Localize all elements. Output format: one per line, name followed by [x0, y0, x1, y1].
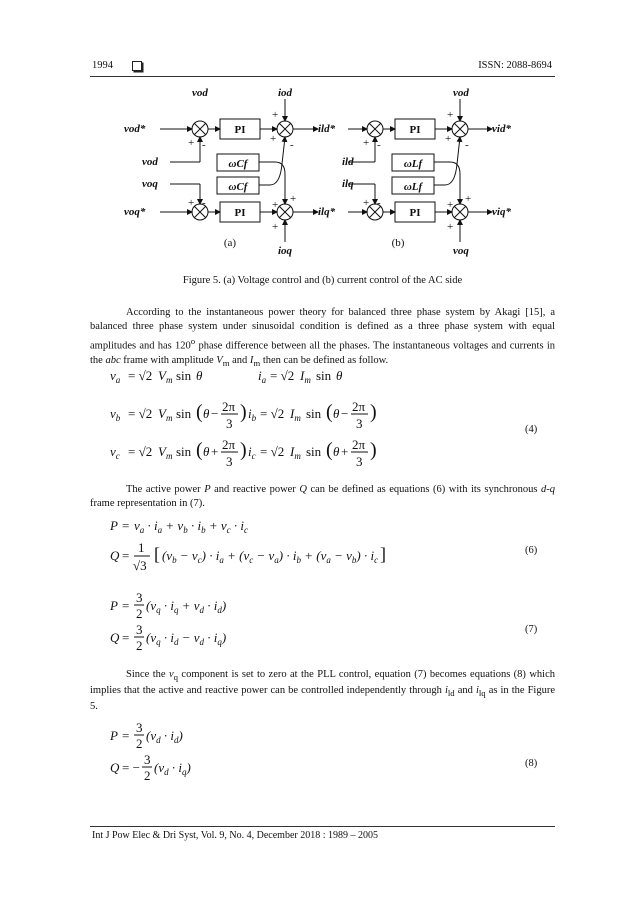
- svg-text:+: +: [290, 193, 297, 205]
- label-a-ilq-out: ilq*: [318, 206, 336, 218]
- svg-text:[: [: [154, 544, 160, 564]
- svg-text:(vq · iq + vd · id): $(v_q \cdot i_q + v_d \cdot i_d)$: [146, 598, 227, 615]
- svg-text:−: −: [341, 406, 349, 421]
- svg-text:+: +: [341, 444, 349, 459]
- page-footer: Int J Pow Elec & Dri Syst, Vol. 9, No. 4, December 2018 : 1989 – 2005: [92, 830, 379, 841]
- svg-text:Im: $I_m$: [300, 368, 311, 385]
- eq-number-6: (6): [525, 545, 538, 556]
- pi-a-top-label: PI: [234, 124, 246, 136]
- svg-text:3: 3: [136, 590, 143, 605]
- panel-b-label: (b): [391, 237, 405, 249]
- svg-text:Im: $I_m$: [290, 406, 301, 423]
- svg-text:]: ]: [380, 544, 386, 564]
- figure-5-diagram: [120, 84, 530, 264]
- svg-text:(: (: [196, 401, 203, 423]
- label-b-ilq: ilq: [342, 178, 354, 190]
- svg-text:2π: 2π: [352, 437, 366, 452]
- label-b-ild: ild: [342, 156, 354, 168]
- figure-caption: Figure 5. (a) Voltage control and (b) current control of the AC side: [182, 275, 463, 286]
- wcf-2-label: ωCf: [228, 181, 248, 193]
- svg-text:-: -: [465, 139, 469, 151]
- svg-text:+: +: [211, 444, 219, 459]
- svg-text:2π: 2π: [352, 399, 366, 414]
- svg-text:= √2: = √2: [260, 444, 285, 459]
- svg-text:ic: $i_c$: [248, 444, 256, 461]
- svg-text:3: 3: [226, 454, 233, 469]
- label-a-voq-fb: voq: [142, 178, 158, 190]
- svg-text:θ: θ: [196, 368, 203, 383]
- svg-text:(: (: [326, 401, 333, 423]
- svg-text:√3: √3: [133, 558, 147, 573]
- wlf-1-label: ωLf: [403, 158, 423, 170]
- eq-number-7: (7): [525, 624, 538, 635]
- svg-text:= √2: = √2: [270, 368, 295, 383]
- issn: ISSN: 2088-8694: [478, 60, 552, 71]
- svg-text:ia: $i_a$: [258, 368, 267, 385]
- svg-text:3: 3: [136, 622, 143, 637]
- svg-text:θ: θ: [203, 406, 210, 421]
- svg-text:va: $v_a$: [110, 368, 121, 385]
- label-a-vod-ref: vod*: [124, 123, 146, 135]
- svg-text:2: 2: [136, 638, 143, 652]
- svg-text:Vm: $V_m$: [158, 368, 173, 385]
- svg-text:+: +: [363, 137, 370, 149]
- wcf-1-label: ωCf: [228, 158, 248, 170]
- svg-text:(vd · iq): $(v_d \cdot i_q)$: [154, 760, 191, 777]
- svg-text:vc: $v_c$: [110, 444, 120, 461]
- svg-text:): ): [240, 439, 247, 461]
- equation-7: [110, 590, 370, 652]
- eq-number-8: (8): [525, 758, 538, 769]
- panel-a-label: (a): [223, 237, 237, 249]
- equation-4: [110, 362, 410, 470]
- label-a-ioq: ioq: [278, 245, 293, 257]
- svg-text:= √2: = √2: [260, 406, 285, 421]
- svg-text:=: =: [122, 598, 130, 613]
- svg-text:2: 2: [144, 768, 151, 782]
- svg-text:Q: Q: [110, 630, 120, 645]
- svg-text:Q: Q: [110, 760, 120, 775]
- paragraph-1: According to the instantaneous power theory for balanced three phase system by Akagi [15], a balanced three phase system under sinusoidal condition is defined as a three phase system with equal amplitudes and has 120$^o$ phase difference between all the phases. The instantaneous voltages and currents in the abc frame with amplitude $V_m$ and $I_m$ then can be defined as follow.: [90, 307, 555, 368]
- svg-text:=: =: [122, 518, 130, 533]
- svg-text:+: +: [447, 221, 454, 233]
- svg-text:2π: 2π: [222, 437, 236, 452]
- svg-text:va · ia + vb · ib + vc · ic: $v_a \cdot i_a + v_b \cdot i_b + v_c \cdot i_c$: [134, 518, 248, 535]
- svg-text:−: −: [211, 406, 219, 421]
- svg-text:+: +: [270, 133, 277, 145]
- svg-text:=: =: [122, 728, 130, 743]
- paragraph-2: The active power P and reactive power Q can be defined as equations (6) with its synchronous d-q frame representation in (7).: [90, 484, 556, 509]
- svg-text:Q: Q: [110, 548, 120, 563]
- svg-text:=: =: [122, 630, 130, 645]
- header-rule: [90, 76, 555, 77]
- svg-text:sin: sin: [316, 368, 332, 383]
- equation-6: [110, 514, 490, 574]
- svg-text:θ: θ: [203, 444, 210, 459]
- svg-text:(: (: [196, 439, 203, 461]
- svg-text:-: -: [377, 139, 381, 151]
- svg-text:3: 3: [226, 416, 233, 431]
- svg-text:): ): [240, 401, 247, 423]
- svg-text:Im: $I_m$: [290, 444, 301, 461]
- svg-text:θ: θ: [333, 406, 340, 421]
- svg-text:-: -: [290, 139, 294, 151]
- label-b-viq-out: viq*: [492, 206, 511, 218]
- svg-text:): ): [370, 401, 377, 423]
- svg-text:Vm: $V_m$: [158, 406, 173, 423]
- svg-text:sin: sin: [176, 368, 192, 383]
- paragraph-3: Since the $v_q$ component is set to zero at the PLL control, equation (7) becomes equations (8) which implies that the active and reactive power can be controlled independently through $i_{ld}$ and $i_{lq}$ as in the Figure 5.: [90, 669, 556, 713]
- svg-text:P: P: [110, 598, 118, 613]
- svg-text:): ): [370, 439, 377, 461]
- svg-text:+: +: [465, 193, 472, 205]
- svg-text:2π: 2π: [222, 399, 236, 414]
- svg-text:3: 3: [144, 752, 151, 767]
- svg-text:-: -: [202, 197, 206, 209]
- svg-text:ib: $i_b$: [248, 406, 257, 423]
- svg-text:+: +: [188, 137, 195, 149]
- svg-text:2: 2: [136, 736, 143, 751]
- label-a-ild-out: ild*: [318, 123, 336, 135]
- eq-number-4: (4): [525, 424, 538, 435]
- svg-text:(vd · id): $(v_d \cdot i_d)$: [146, 728, 183, 745]
- svg-text:+: +: [445, 133, 452, 145]
- svg-text:3: 3: [356, 454, 363, 469]
- svg-text:vb: $v_b$: [110, 406, 121, 423]
- label-a-vod-fb: vod: [142, 156, 158, 168]
- svg-text:(vb − vc) · ia + (vc − va) · i: $(v_b - v_c) \cdot i_a + (v_c - v_a) \cdot i_b + (v_a - v_b) \cdot i_c$: [162, 548, 379, 565]
- svg-text:2: 2: [136, 606, 143, 621]
- svg-text:+: +: [272, 109, 279, 121]
- label-b-voq-bot: voq: [453, 245, 469, 257]
- svg-text:+: +: [188, 197, 195, 209]
- header-box-icon: [132, 61, 142, 71]
- svg-text:=: =: [122, 548, 130, 563]
- svg-text:+: +: [447, 109, 454, 121]
- svg-text:sin: sin: [306, 444, 322, 459]
- svg-text:+: +: [363, 197, 370, 209]
- svg-text:θ: θ: [336, 368, 343, 383]
- svg-text:-: -: [377, 197, 381, 209]
- svg-text:+: +: [272, 221, 279, 233]
- svg-text:(vq · id − vd · iq): $(v_q \cdot i_d - v_d \cdot i_q)$: [146, 630, 227, 647]
- label-b-vid-out: vid*: [492, 123, 511, 135]
- svg-text:= √2: = √2: [128, 406, 153, 421]
- svg-text:Vm: $V_m$: [158, 444, 173, 461]
- label-a-iod: iod: [278, 87, 293, 99]
- footer-rule: [90, 826, 555, 827]
- svg-text:3: 3: [136, 720, 143, 735]
- wlf-2-label: ωLf: [403, 181, 423, 193]
- equation-8: [110, 720, 310, 782]
- svg-text:-: -: [202, 139, 206, 151]
- svg-text:(: (: [326, 439, 333, 461]
- pi-b-bot-label: PI: [409, 207, 421, 219]
- svg-text:1: 1: [138, 540, 145, 555]
- label-a-vod-top: vod: [192, 87, 208, 99]
- label-a-voq-ref: voq*: [124, 206, 146, 218]
- pi-b-top-label: PI: [409, 124, 421, 136]
- svg-text:= √2: = √2: [128, 444, 153, 459]
- svg-text:3: 3: [356, 416, 363, 431]
- page-number: 1994: [92, 60, 113, 71]
- svg-text:= −: = −: [122, 760, 140, 775]
- svg-text:+: +: [447, 199, 454, 211]
- svg-text:sin: sin: [306, 406, 322, 421]
- svg-text:+: +: [272, 199, 279, 211]
- svg-text:P: P: [110, 518, 118, 533]
- label-b-vod-top: vod: [453, 87, 469, 99]
- pi-a-bot-label: PI: [234, 207, 246, 219]
- svg-text:sin: sin: [176, 444, 192, 459]
- svg-text:= √2: = √2: [128, 368, 153, 383]
- svg-text:θ: θ: [333, 444, 340, 459]
- svg-text:sin: sin: [176, 406, 192, 421]
- page-header: [92, 60, 552, 76]
- svg-text:P: P: [110, 728, 118, 743]
